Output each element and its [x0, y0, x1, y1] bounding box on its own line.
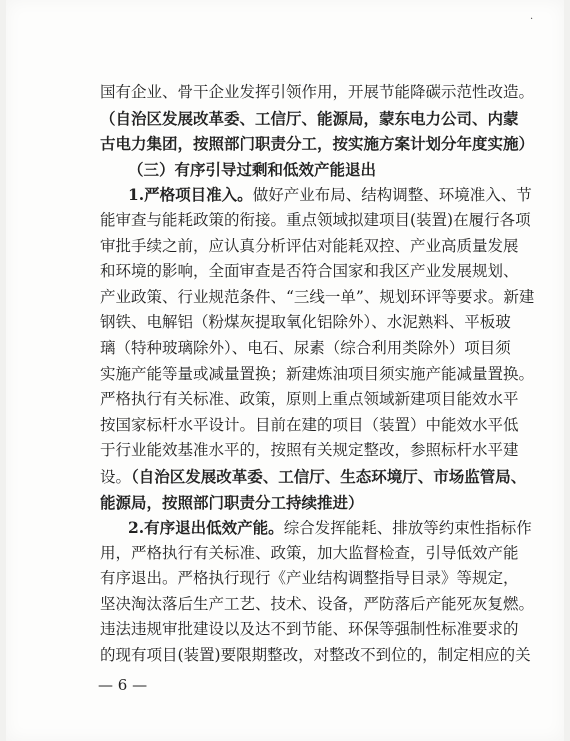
- text-line: 钢铁、电解铝（粉煤灰提取氧化铝除外）、水泥熟料、平板玻: [100, 313, 511, 332]
- text-line: 按国家标杆水平设计。目前在建的项目（装置）中能效水平低: [100, 415, 519, 434]
- section-lead: 2.有序退出低效产能。: [128, 518, 284, 538]
- document-page: [6, 0, 564, 741]
- text-line: 能审查与能耗政策的衔接。重点领域拟建项目(装置)在履行各项: [100, 210, 531, 229]
- section-text: 综合发挥能耗、排放等约束性指标作: [283, 519, 532, 538]
- text-line: [100, 182, 532, 208]
- text-line: [100, 464, 527, 490]
- page-number: — 6 —: [98, 676, 148, 694]
- text-line: 审批手续之前，应认真分析评估对能耗双控、产业高质量发展: [100, 236, 519, 255]
- line-text: 设。: [100, 467, 132, 486]
- text-line: （自治区发展改革委、工信厅、能源局，蒙东电力公司、内蒙: [100, 108, 519, 128]
- text-line: 实施产能等量或减量置换；新建炼油项目须实施产能减量置换。: [100, 364, 535, 383]
- text-line: 违法违规审批建设以及达不到节能、环保等强制性标准要求的: [100, 620, 519, 639]
- text-line: 能源局，按照部门职责分工持续推进）: [100, 492, 364, 512]
- text-line: 璃（特种玻璃除外）、电石、尿素（综合利用类除外）项目须: [100, 338, 511, 357]
- text-line: [100, 515, 532, 541]
- text-line: 有序退出。严格执行现行《产业结构调整指导目录》等规定，: [100, 569, 519, 588]
- text-line: 古电力集团，按照部门职责分工，按实施方案计划分年度实施）: [100, 134, 535, 154]
- text-line: 产业政策、行业规范条件、“三线一单”、规划环评等要求。新建: [100, 287, 535, 306]
- text-line: 国有企业、骨干企业发挥引领作用，开展节能降碳示范性改造。: [100, 83, 535, 101]
- text-line: 严格执行有关标准、政策，原则上重点领域新建项目能效水平: [100, 390, 519, 409]
- text-line: 用，严格执行有关标准、政策，加大监督检查，引导低效产能: [100, 543, 519, 562]
- text-line: 于行业能效基准水平的，按照有关规定整改，参照标杆水平建: [100, 441, 519, 460]
- text-line: （三）有序引导过剩和低效产能退出: [128, 159, 377, 179]
- body-text: [100, 80, 535, 669]
- responsible-agencies: （自治区发展改革委、工信厅、生态环境厅、市场监管局、: [131, 466, 527, 486]
- text-line: 的现有项目(装置)要限期整改，对整改不到位的，制定相应的关: [100, 646, 531, 665]
- text-line: 坚决淘汰落后生产工艺、技术、设备，严防落后产能死灰复燃。: [100, 594, 535, 613]
- section-lead: 1.严格项目准入。: [128, 185, 253, 205]
- section-text: 做好产业布局、结构调整、环境准入、节: [252, 186, 532, 205]
- text-line: 和环境的影响，全面审查是否符合国家和我区产业发展规划、: [100, 262, 519, 281]
- scan-mark: ·: [530, 14, 534, 25]
